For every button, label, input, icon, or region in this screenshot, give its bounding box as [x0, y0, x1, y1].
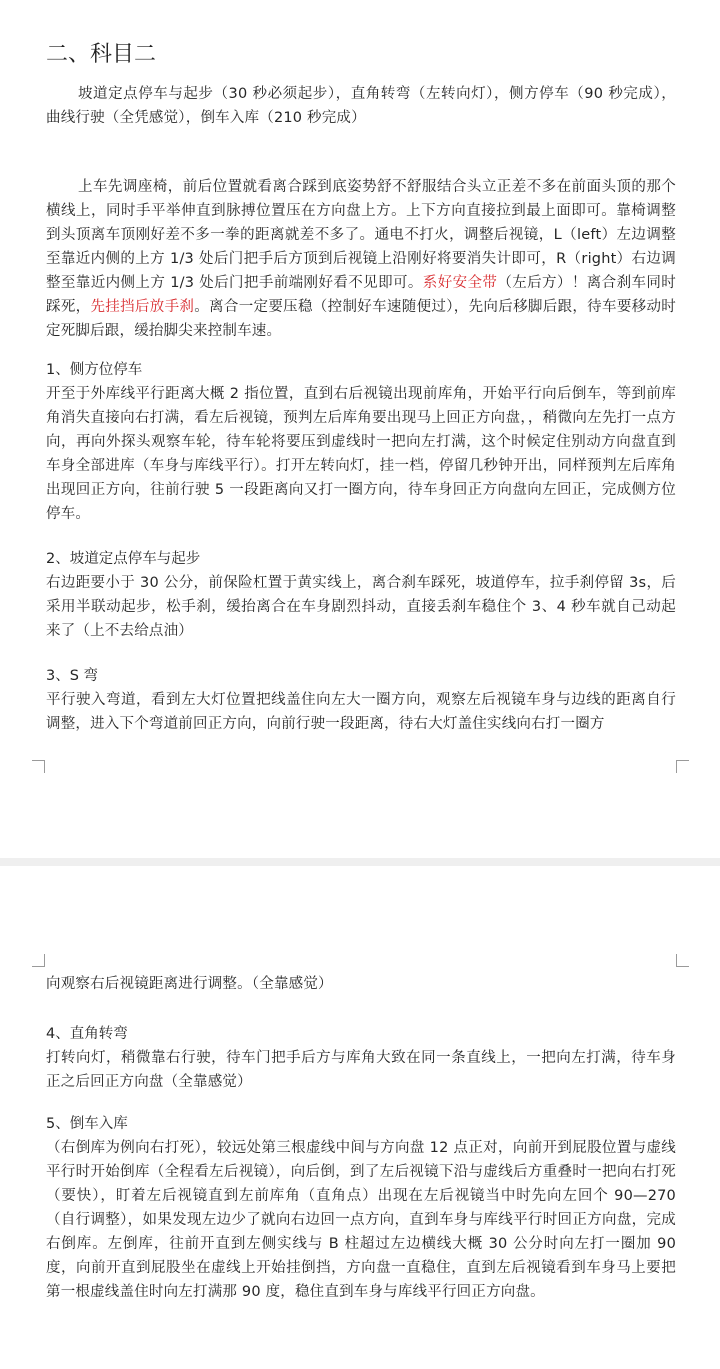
section-heading-s-curve: 3、S 弯 [46, 668, 99, 684]
page-corner-mark [32, 954, 45, 967]
setup-text-b: （左后方）！离合刹车同时踩死， [46, 275, 676, 315]
highlight-gear-handbrake: 先挂挡后放手刹 [90, 299, 195, 315]
section-heading-hill-start: 2、坡道定点停车与起步 [46, 551, 201, 567]
document-page-2 [0, 866, 720, 1369]
page-separator [0, 858, 720, 866]
highlight-seatbelt: 系好安全带 [422, 275, 498, 291]
section-heading-parallel-parking: 1、侧方位停车 [46, 362, 143, 378]
setup-text-a: 上车先调座椅，前后位置就看离合踩到底姿势舒不舒服结合头立正差不多在前面头顶的那个横线上，同时手平举伸直到脉搏位置压在方向盘上方。上下方向直接拉到最上面即可。靠椅调整到头顶离车顶刚好差不多一拳的距离就差不多了。通电不打火，调整后视镜，L（left）左边调整至靠近内侧的上方 1/3 处后门把手后方顶到后视镜上沿刚好将要消失计即可，R（right）右边调整至靠近内侧上方 1/3 处后门把手前端刚好看不见即可。 [46, 179, 676, 291]
section-heading-reverse-parking: 5、倒车入库 [46, 1116, 128, 1132]
section-heading-right-angle-turn: 4、直角转弯 [46, 1026, 128, 1042]
s-curve-continuation: 向观察右后视镜距离进行调整。（全靠感觉） [46, 976, 333, 992]
page-corner-mark [676, 760, 689, 773]
setup-text-c: 。离合一定要压稳（控制好车速随便过），先向后移脚后跟，待车要移动时定死脚后跟，缓抬脚尖来控制车速。 [46, 299, 676, 339]
section-body-reverse-parking: （右倒库为例向右打死），较远处第三根虚线中间与方向盘 12 点正对，向前开到屁股位置与虚线平行时开始倒库（全程看左后视镜），向后倒，到了左后视镜下沿与虚线后方重叠时一把向右打死（要快），盯着左后视镜直到左前库角（直角点）出现在左后视镜当中时先向左回个 90—270（自行调整），如果发现左边少了就向右边回一点方向，直到车身与库线平行时回正方向盘，完成右倒库。左倒库，往前开直到左侧实线与 B 柱超过左边横线大概 30 公分时向左打一圈加 90 度，向前开直到屁股坐在虚线上开始挂倒挡，方向盘一直稳住，直到左后视镜看到车身马上要把第一根虚线盖住时向左打满那 90 度，稳住直到车身与库线平行回正方向盘。 [46, 1140, 676, 1300]
section-body-parallel-parking: 开至于外库线平行距离大概 2 指位置，直到右后视镜出现前库角，开始平行向后倒车，等到前库角消失直接向右打满，看左后视镜，预判左后库角要出现马上回正方向盘，，稍微向左先打一点方向，再向外探头观察车轮，待车轮将要压到虚线时一把向左打满，这个时候定住别动方向盘直到车身全部进库（车身与库线平行）。打开左转向灯，挂一档，停留几秒钟开出，同样预判左后库角出现回正方向，往前行驶 5 一段距离向又打一圈方向，待车身回正方向盘向左回正，完成侧方位停车。 [46, 386, 676, 522]
intro-paragraph: 坡道定点停车与起步（30 秒必须起步），直角转弯（左转向灯），侧方停车（90 秒完成），曲线行驶（全凭感觉），倒车入库（210 秒完成） [46, 86, 676, 126]
setup-paragraph [46, 175, 676, 343]
section-body-s-curve: 平行驶入弯道，看到左大灯位置把线盖住向左大一圈方向，观察左后视镜车身与边线的距离自行调整，进入下个弯道前回正方向，向前行驶一段距离，待右大灯盖住实线向右打一圈方 [46, 692, 676, 732]
section-body-right-angle-turn: 打转向灯，稍微靠右行驶，待车门把手后方与库角大致在同一条直线上，一把向左打满，待车身正之后回正方向盘（全靠感觉） [46, 1050, 676, 1090]
page-corner-mark [676, 954, 689, 967]
section-body-hill-start: 右边距要小于 30 公分，前保险杠置于黄实线上，离合刹车踩死，坡道停车，拉手刹停留 3s，后采用半联动起步，松手刹，缓抬离合在车身剧烈抖动，直接丢刹车稳住个 3、4 秒车就自己动起来了（上不去给点油） [46, 575, 676, 639]
page-title: 二、科目二 [46, 42, 157, 67]
page-corner-mark [32, 760, 45, 773]
